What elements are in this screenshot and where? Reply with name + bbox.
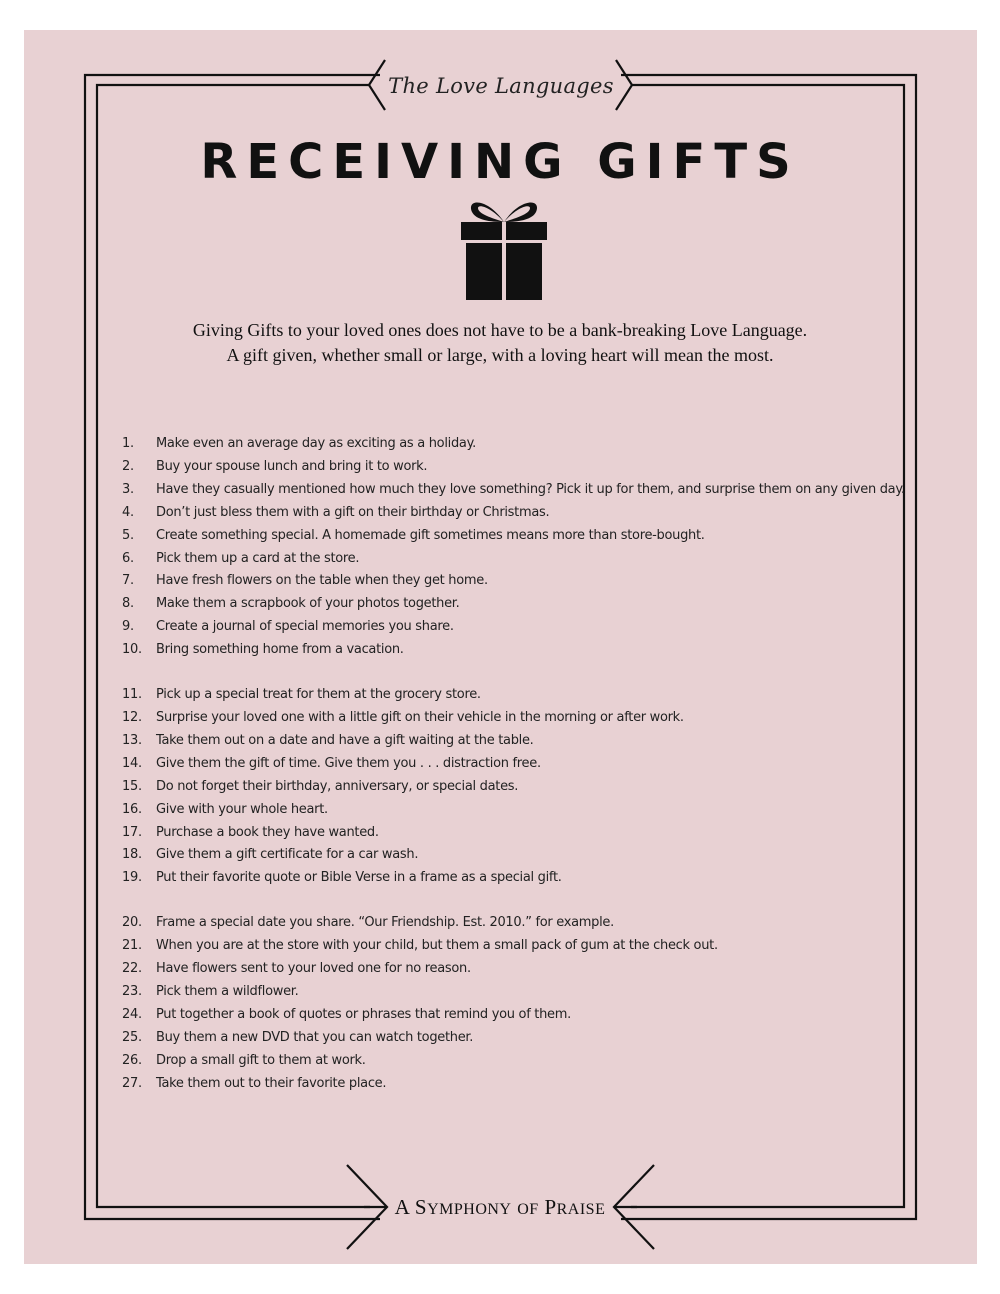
list-spacer (122, 890, 912, 912)
item-text: Create something special. A homemade gift sometimes means more than store-bought. (156, 527, 705, 543)
item-number: 11. (122, 687, 142, 703)
list-item (122, 456, 912, 479)
item-text: Take them out to their favorite place. (156, 1075, 387, 1091)
list-item (122, 525, 912, 548)
item-text: Give them the gift of time. Give them you . . . distraction free. (156, 755, 541, 771)
item-text: Purchase a book they have wanted. (156, 824, 379, 840)
list-item (122, 639, 912, 662)
list-item (122, 433, 912, 456)
item-text: Make even an average day as exciting as a holiday. (156, 436, 476, 451)
item-number: 14. (122, 755, 142, 771)
item-text: Have flowers sent to your loved one for no reason. (156, 961, 471, 977)
item-number: 5. (122, 527, 134, 543)
item-text: Pick up a special treat for them at the grocery store. (156, 687, 481, 703)
item-text: Bring something home from a vacation. (156, 642, 404, 658)
item-number: 12. (122, 709, 142, 725)
item-text: Give with your whole heart. (156, 801, 328, 817)
item-number: 26. (122, 1052, 142, 1068)
list-item (122, 1027, 912, 1050)
item-number: 3. (122, 481, 134, 497)
item-text: Buy your spouse lunch and bring it to work. (156, 458, 428, 474)
list-item (122, 1073, 912, 1096)
intro-line-1: Giving Gifts to your loved ones does not have to be a bank-breaking Love Language. (192, 320, 808, 340)
item-number: 4. (122, 504, 134, 520)
brand-initial: A (394, 1195, 410, 1219)
list-item (122, 799, 912, 822)
list-item (122, 912, 912, 935)
list-item (122, 730, 912, 753)
list-item (122, 958, 912, 981)
item-text: Pick them a wildflower. (156, 983, 299, 999)
item-text: Pick them up a card at the store. (156, 550, 360, 566)
list-item (122, 548, 912, 571)
item-number: 16. (122, 801, 142, 817)
item-number: 7. (122, 573, 134, 589)
list-item (122, 502, 912, 525)
brand-initial: S (414, 1195, 428, 1219)
item-text: Have they casually mentioned how much they love something? Pick it up for them, and surprise them on any given day. (156, 481, 905, 497)
item-number: 13. (122, 732, 142, 748)
item-number: 21. (122, 938, 142, 954)
list-item (122, 822, 912, 845)
item-text: Put their favorite quote or Bible Verse in a frame as a special gift. (156, 870, 562, 886)
item-text: Surprise your loved one with a little gift on their vehicle in the morning or after work. (156, 709, 684, 725)
item-number: 25. (122, 1029, 142, 1045)
item-number: 17. (122, 824, 142, 840)
list-item (122, 867, 912, 890)
list-item (122, 1004, 912, 1027)
gift-box-icon (458, 196, 550, 300)
list-spacer (122, 662, 912, 684)
intro-text (100, 318, 900, 368)
item-text: Take them out on a date and have a gift waiting at the table. (156, 732, 534, 748)
list-item (122, 593, 912, 616)
item-number: 15. (122, 778, 142, 794)
item-text: Give them a gift certificate for a car wash. (156, 847, 419, 863)
item-text: When you are at the store with your child, but them a small pack of gum at the check out. (156, 938, 718, 954)
list-item (122, 753, 912, 776)
item-text: Put together a book of quotes or phrases that remind you of them. (156, 1006, 571, 1022)
list-item (122, 479, 912, 502)
item-number: 24. (122, 1006, 142, 1022)
item-number: 22. (122, 961, 142, 977)
list-item (122, 935, 912, 958)
series-title: The Love Languages (388, 74, 614, 98)
item-number: 1. (122, 436, 134, 451)
list-item (122, 981, 912, 1004)
list-item (122, 844, 912, 867)
item-number: 8. (122, 596, 134, 612)
brand-word: OF (517, 1201, 539, 1218)
item-number: 19. (122, 870, 142, 886)
item-number: 18. (122, 847, 142, 863)
list-item (122, 570, 912, 593)
brand-initial: P (544, 1195, 557, 1219)
brand-word: YMPHONY (427, 1201, 512, 1218)
list-item (122, 616, 912, 639)
item-text: Buy them a new DVD that you can watch together. (156, 1029, 474, 1045)
item-number: 2. (122, 458, 134, 474)
item-number: 27. (122, 1075, 142, 1091)
brand-footer (360, 1195, 640, 1220)
item-text: Frame a special date you share. “Our Friendship. Est. 2010.” for example. (156, 915, 614, 931)
item-text: Do not forget their birthday, anniversary, or special dates. (156, 778, 519, 794)
list-item (122, 684, 912, 707)
item-number: 6. (122, 550, 134, 566)
list-item (122, 707, 912, 730)
tips-list (122, 433, 912, 1095)
item-text: Have fresh flowers on the table when they get home. (156, 573, 488, 589)
item-number: 20. (122, 915, 142, 931)
brand-word: RAISE (556, 1201, 606, 1218)
page-title: RECEIVING GIFTS (200, 134, 800, 190)
item-number: 10. (122, 642, 142, 658)
intro-line-2: A gift given, whether small or large, with a loving heart will mean the most. (226, 345, 774, 365)
item-text: Make them a scrapbook of your photos together. (156, 596, 460, 612)
item-number: 9. (122, 619, 134, 635)
item-text: Don’t just bless them with a gift on their birthday or Christmas. (156, 504, 550, 520)
item-number: 23. (122, 983, 142, 999)
item-text: Drop a small gift to them at work. (156, 1052, 366, 1068)
item-text: Create a journal of special memories you share. (156, 619, 454, 635)
list-item (122, 776, 912, 799)
list-item (122, 1050, 912, 1073)
